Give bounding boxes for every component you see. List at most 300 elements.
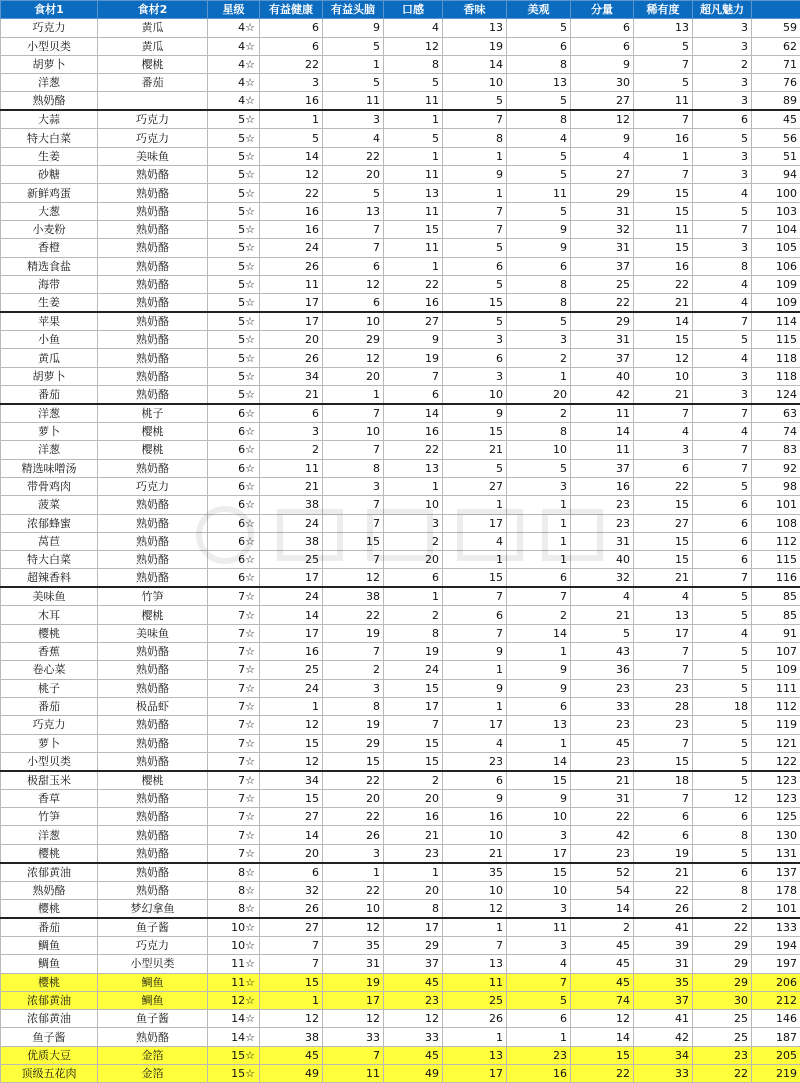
cell-brain[interactable]: 5 (323, 37, 384, 55)
cell-total[interactable]: 115 (752, 331, 800, 349)
cell-brain[interactable]: 7 (323, 441, 384, 459)
cell-charm[interactable]: 22 (693, 1065, 752, 1083)
cell-brain[interactable]: 26 (323, 826, 384, 844)
cell-brain[interactable]: 20 (323, 166, 384, 184)
cell-appearance[interactable]: 3 (507, 331, 571, 349)
cell-brain[interactable]: 6 (323, 257, 384, 275)
cell-ingredient-1[interactable]: 香橙 (1, 239, 98, 257)
cell-ingredient-1[interactable]: 樱桃 (1, 899, 98, 918)
cell-charm[interactable]: 4 (693, 294, 752, 313)
cell-aroma[interactable]: 1 (443, 551, 507, 569)
cell-portion[interactable]: 6 (571, 37, 634, 55)
cell-portion[interactable]: 4 (571, 147, 634, 165)
cell-ingredient-1[interactable]: 顶级五花肉 (1, 1065, 98, 1083)
cell-ingredient-1[interactable]: 胡萝卜 (1, 367, 98, 385)
cell-appearance[interactable]: 10 (507, 441, 571, 459)
cell-rarity[interactable]: 4 (634, 587, 693, 606)
cell-ingredient-2[interactable]: 金箔 (98, 1065, 208, 1083)
cell-ingredient-2[interactable]: 熟奶酪 (98, 532, 208, 550)
cell-charm[interactable]: 5 (693, 679, 752, 697)
cell-health[interactable]: 16 (260, 202, 323, 220)
cell-appearance[interactable]: 6 (507, 37, 571, 55)
cell-total[interactable]: 219 (752, 1065, 800, 1083)
cell-taste[interactable]: 29 (384, 936, 443, 954)
cell-star-level[interactable]: 7☆ (208, 789, 260, 807)
cell-portion[interactable]: 31 (571, 202, 634, 220)
cell-health[interactable]: 25 (260, 551, 323, 569)
cell-charm[interactable]: 3 (693, 166, 752, 184)
cell-rarity[interactable]: 15 (634, 184, 693, 202)
cell-ingredient-1[interactable]: 香蕉 (1, 643, 98, 661)
cell-rarity[interactable]: 21 (634, 386, 693, 405)
cell-total[interactable]: 112 (752, 532, 800, 550)
cell-star-level[interactable]: 5☆ (208, 110, 260, 129)
cell-rarity[interactable]: 7 (634, 789, 693, 807)
cell-portion[interactable]: 32 (571, 569, 634, 588)
cell-health[interactable]: 6 (260, 19, 323, 37)
cell-brain[interactable]: 7 (323, 643, 384, 661)
cell-health[interactable]: 14 (260, 147, 323, 165)
cell-taste[interactable]: 20 (384, 789, 443, 807)
cell-charm[interactable]: 7 (693, 312, 752, 331)
cell-appearance[interactable]: 6 (507, 569, 571, 588)
cell-rarity[interactable]: 34 (634, 1046, 693, 1064)
cell-total[interactable]: 124 (752, 386, 800, 405)
cell-ingredient-1[interactable]: 菠菜 (1, 496, 98, 514)
cell-health[interactable]: 12 (260, 716, 323, 734)
cell-portion[interactable]: 27 (571, 92, 634, 111)
cell-ingredient-2[interactable]: 熟奶酪 (98, 643, 208, 661)
cell-star-level[interactable]: 5☆ (208, 312, 260, 331)
cell-rarity[interactable]: 10 (634, 367, 693, 385)
cell-ingredient-2[interactable]: 熟奶酪 (98, 551, 208, 569)
cell-taste[interactable]: 1 (384, 477, 443, 495)
cell-appearance[interactable]: 1 (507, 496, 571, 514)
cell-charm[interactable]: 5 (693, 734, 752, 752)
cell-ingredient-1[interactable]: 萝卜 (1, 734, 98, 752)
cell-health[interactable]: 26 (260, 899, 323, 918)
cell-portion[interactable]: 33 (571, 697, 634, 715)
cell-star-level[interactable]: 14☆ (208, 1010, 260, 1028)
cell-ingredient-1[interactable]: 美味鱼 (1, 587, 98, 606)
cell-ingredient-2[interactable]: 熟奶酪 (98, 569, 208, 588)
cell-health[interactable]: 16 (260, 220, 323, 238)
cell-charm[interactable]: 25 (693, 1010, 752, 1028)
cell-health[interactable]: 2 (260, 441, 323, 459)
cell-star-level[interactable]: 7☆ (208, 624, 260, 642)
cell-taste[interactable]: 11 (384, 202, 443, 220)
cell-aroma[interactable]: 1 (443, 661, 507, 679)
cell-ingredient-1[interactable]: 樱桃 (1, 844, 98, 863)
header-aroma[interactable]: 香味 (443, 1, 507, 19)
cell-ingredient-1[interactable]: 木耳 (1, 606, 98, 624)
cell-health[interactable]: 38 (260, 496, 323, 514)
cell-charm[interactable]: 23 (693, 1046, 752, 1064)
cell-aroma[interactable]: 1 (443, 496, 507, 514)
cell-ingredient-1[interactable]: 特大白菜 (1, 551, 98, 569)
cell-aroma[interactable]: 3 (443, 331, 507, 349)
cell-ingredient-1[interactable]: 小型贝类 (1, 752, 98, 771)
cell-health[interactable]: 6 (260, 37, 323, 55)
cell-aroma[interactable]: 25 (443, 991, 507, 1009)
cell-total[interactable]: 45 (752, 110, 800, 129)
cell-ingredient-1[interactable]: 优质大豆 (1, 1046, 98, 1064)
cell-portion[interactable]: 25 (571, 275, 634, 293)
cell-star-level[interactable]: 6☆ (208, 569, 260, 588)
cell-health[interactable]: 3 (260, 423, 323, 441)
cell-brain[interactable]: 22 (323, 771, 384, 790)
cell-ingredient-2[interactable]: 美味鱼 (98, 624, 208, 642)
cell-brain[interactable]: 29 (323, 331, 384, 349)
header-health[interactable]: 有益健康 (260, 1, 323, 19)
cell-taste[interactable]: 5 (384, 129, 443, 147)
cell-star-level[interactable]: 5☆ (208, 147, 260, 165)
cell-taste[interactable]: 2 (384, 771, 443, 790)
cell-star-level[interactable]: 6☆ (208, 496, 260, 514)
cell-health[interactable]: 24 (260, 587, 323, 606)
cell-taste[interactable]: 1 (384, 147, 443, 165)
cell-taste[interactable]: 37 (384, 955, 443, 973)
cell-charm[interactable]: 5 (693, 716, 752, 734)
cell-star-level[interactable]: 5☆ (208, 239, 260, 257)
cell-brain[interactable]: 22 (323, 606, 384, 624)
cell-star-level[interactable]: 7☆ (208, 716, 260, 734)
cell-taste[interactable]: 2 (384, 606, 443, 624)
cell-appearance[interactable]: 5 (507, 312, 571, 331)
cell-ingredient-1[interactable]: 大蒜 (1, 110, 98, 129)
cell-ingredient-1[interactable]: 海带 (1, 275, 98, 293)
cell-rarity[interactable]: 19 (634, 844, 693, 863)
cell-taste[interactable]: 2 (384, 532, 443, 550)
cell-brain[interactable]: 15 (323, 532, 384, 550)
cell-rarity[interactable]: 15 (634, 202, 693, 220)
cell-portion[interactable]: 9 (571, 55, 634, 73)
cell-ingredient-1[interactable]: 洋葱 (1, 404, 98, 423)
cell-total[interactable]: 116 (752, 569, 800, 588)
cell-appearance[interactable]: 13 (507, 716, 571, 734)
cell-charm[interactable]: 5 (693, 331, 752, 349)
cell-brain[interactable]: 7 (323, 404, 384, 423)
cell-portion[interactable]: 23 (571, 844, 634, 863)
cell-taste[interactable]: 3 (384, 514, 443, 532)
cell-taste[interactable]: 1 (384, 587, 443, 606)
cell-appearance[interactable]: 8 (507, 294, 571, 313)
cell-taste[interactable]: 1 (384, 863, 443, 882)
cell-appearance[interactable]: 14 (507, 624, 571, 642)
cell-ingredient-2[interactable]: 熟奶酪 (98, 294, 208, 313)
cell-appearance[interactable]: 1 (507, 734, 571, 752)
cell-charm[interactable]: 6 (693, 863, 752, 882)
cell-ingredient-2[interactable]: 熟奶酪 (98, 826, 208, 844)
cell-charm[interactable]: 22 (693, 918, 752, 937)
cell-taste[interactable]: 11 (384, 239, 443, 257)
cell-taste[interactable]: 49 (384, 1065, 443, 1083)
cell-ingredient-1[interactable]: 桃子 (1, 679, 98, 697)
cell-portion[interactable]: 74 (571, 991, 634, 1009)
cell-rarity[interactable]: 21 (634, 294, 693, 313)
cell-charm[interactable]: 5 (693, 752, 752, 771)
cell-total[interactable]: 85 (752, 606, 800, 624)
cell-health[interactable]: 17 (260, 312, 323, 331)
cell-ingredient-1[interactable]: 浓郁黄油 (1, 991, 98, 1009)
cell-ingredient-2[interactable]: 鲷鱼 (98, 991, 208, 1009)
cell-star-level[interactable]: 6☆ (208, 423, 260, 441)
cell-brain[interactable]: 3 (323, 844, 384, 863)
cell-charm[interactable]: 4 (693, 624, 752, 642)
cell-star-level[interactable]: 7☆ (208, 808, 260, 826)
cell-portion[interactable]: 31 (571, 239, 634, 257)
cell-health[interactable]: 1 (260, 991, 323, 1009)
cell-brain[interactable]: 1 (323, 863, 384, 882)
cell-brain[interactable]: 19 (323, 624, 384, 642)
cell-taste[interactable]: 17 (384, 697, 443, 715)
cell-taste[interactable]: 11 (384, 166, 443, 184)
cell-rarity[interactable]: 15 (634, 496, 693, 514)
cell-appearance[interactable]: 13 (507, 74, 571, 92)
cell-appearance[interactable]: 11 (507, 918, 571, 937)
cell-health[interactable]: 15 (260, 789, 323, 807)
cell-health[interactable]: 1 (260, 110, 323, 129)
cell-total[interactable]: 74 (752, 423, 800, 441)
cell-aroma[interactable]: 16 (443, 808, 507, 826)
cell-star-level[interactable]: 4☆ (208, 37, 260, 55)
cell-health[interactable]: 34 (260, 771, 323, 790)
cell-ingredient-1[interactable]: 洋葱 (1, 74, 98, 92)
cell-taste[interactable]: 1 (384, 257, 443, 275)
cell-portion[interactable]: 11 (571, 441, 634, 459)
cell-ingredient-1[interactable]: 樱桃 (1, 973, 98, 991)
cell-ingredient-2[interactable]: 美味鱼 (98, 147, 208, 165)
cell-rarity[interactable]: 7 (634, 643, 693, 661)
cell-taste[interactable]: 23 (384, 844, 443, 863)
cell-ingredient-2[interactable]: 熟奶酪 (98, 514, 208, 532)
cell-total[interactable]: 100 (752, 184, 800, 202)
cell-ingredient-2[interactable]: 金箔 (98, 1046, 208, 1064)
cell-ingredient-1[interactable]: 带骨鸡肉 (1, 477, 98, 495)
cell-ingredient-2[interactable]: 熟奶酪 (98, 496, 208, 514)
cell-ingredient-1[interactable]: 番茄 (1, 386, 98, 405)
cell-portion[interactable]: 14 (571, 1028, 634, 1046)
cell-ingredient-1[interactable]: 香草 (1, 789, 98, 807)
cell-total[interactable]: 111 (752, 679, 800, 697)
cell-aroma[interactable]: 4 (443, 734, 507, 752)
cell-ingredient-1[interactable]: 超辣香料 (1, 569, 98, 588)
cell-total[interactable]: 56 (752, 129, 800, 147)
cell-charm[interactable]: 12 (693, 789, 752, 807)
cell-taste[interactable]: 15 (384, 679, 443, 697)
cell-portion[interactable]: 22 (571, 808, 634, 826)
cell-appearance[interactable]: 6 (507, 1010, 571, 1028)
cell-aroma[interactable]: 5 (443, 459, 507, 477)
cell-star-level[interactable]: 15☆ (208, 1065, 260, 1083)
cell-ingredient-1[interactable]: 苹果 (1, 312, 98, 331)
cell-brain[interactable]: 15 (323, 752, 384, 771)
cell-taste[interactable]: 7 (384, 367, 443, 385)
cell-ingredient-2[interactable]: 熟奶酪 (98, 716, 208, 734)
cell-ingredient-2[interactable]: 熟奶酪 (98, 752, 208, 771)
cell-portion[interactable]: 45 (571, 973, 634, 991)
cell-ingredient-1[interactable]: 浓郁蜂蜜 (1, 514, 98, 532)
cell-portion[interactable]: 45 (571, 936, 634, 954)
cell-star-level[interactable]: 5☆ (208, 331, 260, 349)
cell-star-level[interactable]: 6☆ (208, 514, 260, 532)
cell-star-level[interactable]: 5☆ (208, 129, 260, 147)
cell-health[interactable]: 12 (260, 752, 323, 771)
header-brain[interactable]: 有益头脑 (323, 1, 384, 19)
cell-brain[interactable]: 7 (323, 514, 384, 532)
cell-charm[interactable]: 4 (693, 423, 752, 441)
cell-rarity[interactable]: 5 (634, 37, 693, 55)
cell-health[interactable]: 26 (260, 257, 323, 275)
cell-portion[interactable]: 42 (571, 826, 634, 844)
cell-portion[interactable]: 54 (571, 881, 634, 899)
cell-portion[interactable]: 31 (571, 331, 634, 349)
cell-total[interactable]: 51 (752, 147, 800, 165)
cell-appearance[interactable]: 11 (507, 184, 571, 202)
cell-appearance[interactable]: 5 (507, 147, 571, 165)
cell-ingredient-2[interactable]: 熟奶酪 (98, 220, 208, 238)
cell-ingredient-2[interactable]: 熟奶酪 (98, 808, 208, 826)
cell-ingredient-1[interactable]: 熟奶酪 (1, 92, 98, 111)
cell-charm[interactable]: 6 (693, 496, 752, 514)
cell-charm[interactable]: 5 (693, 844, 752, 863)
cell-total[interactable]: 59 (752, 19, 800, 37)
cell-aroma[interactable]: 21 (443, 844, 507, 863)
cell-ingredient-1[interactable]: 竹笋 (1, 808, 98, 826)
cell-brain[interactable]: 10 (323, 312, 384, 331)
cell-health[interactable]: 6 (260, 863, 323, 882)
cell-brain[interactable]: 38 (323, 587, 384, 606)
cell-portion[interactable]: 22 (571, 294, 634, 313)
cell-appearance[interactable]: 15 (507, 771, 571, 790)
cell-star-level[interactable]: 5☆ (208, 367, 260, 385)
cell-health[interactable]: 14 (260, 606, 323, 624)
cell-rarity[interactable]: 3 (634, 441, 693, 459)
cell-health[interactable]: 14 (260, 826, 323, 844)
cell-total[interactable]: 104 (752, 220, 800, 238)
cell-brain[interactable]: 22 (323, 881, 384, 899)
cell-appearance[interactable]: 10 (507, 881, 571, 899)
cell-portion[interactable]: 37 (571, 459, 634, 477)
cell-rarity[interactable]: 12 (634, 349, 693, 367)
cell-total[interactable]: 114 (752, 312, 800, 331)
cell-ingredient-2[interactable]: 熟奶酪 (98, 881, 208, 899)
cell-brain[interactable]: 22 (323, 147, 384, 165)
cell-appearance[interactable]: 9 (507, 239, 571, 257)
cell-taste[interactable]: 16 (384, 808, 443, 826)
cell-ingredient-2[interactable]: 熟奶酪 (98, 312, 208, 331)
cell-health[interactable]: 7 (260, 955, 323, 973)
cell-taste[interactable]: 4 (384, 19, 443, 37)
cell-rarity[interactable]: 7 (634, 404, 693, 423)
cell-health[interactable]: 32 (260, 881, 323, 899)
cell-rarity[interactable]: 41 (634, 1010, 693, 1028)
cell-rarity[interactable]: 31 (634, 955, 693, 973)
cell-brain[interactable]: 19 (323, 716, 384, 734)
cell-ingredient-2[interactable]: 熟奶酪 (98, 679, 208, 697)
cell-taste[interactable]: 20 (384, 881, 443, 899)
cell-brain[interactable]: 11 (323, 1065, 384, 1083)
cell-star-level[interactable]: 6☆ (208, 477, 260, 495)
cell-taste[interactable]: 19 (384, 643, 443, 661)
cell-taste[interactable]: 8 (384, 55, 443, 73)
cell-total[interactable]: 121 (752, 734, 800, 752)
cell-star-level[interactable]: 5☆ (208, 257, 260, 275)
cell-ingredient-2[interactable]: 樱桃 (98, 55, 208, 73)
cell-charm[interactable]: 5 (693, 661, 752, 679)
cell-brain[interactable]: 2 (323, 661, 384, 679)
cell-star-level[interactable]: 11☆ (208, 955, 260, 973)
cell-taste[interactable]: 15 (384, 752, 443, 771)
cell-portion[interactable]: 40 (571, 367, 634, 385)
cell-appearance[interactable]: 10 (507, 808, 571, 826)
cell-aroma[interactable]: 8 (443, 129, 507, 147)
cell-taste[interactable]: 17 (384, 918, 443, 937)
cell-taste[interactable]: 19 (384, 349, 443, 367)
cell-taste[interactable]: 27 (384, 312, 443, 331)
cell-health[interactable]: 11 (260, 459, 323, 477)
cell-charm[interactable]: 3 (693, 386, 752, 405)
cell-ingredient-1[interactable]: 樱桃 (1, 624, 98, 642)
cell-star-level[interactable]: 7☆ (208, 587, 260, 606)
cell-rarity[interactable]: 15 (634, 239, 693, 257)
cell-star-level[interactable]: 4☆ (208, 92, 260, 111)
cell-appearance[interactable]: 16 (507, 1065, 571, 1083)
cell-star-level[interactable]: 4☆ (208, 74, 260, 92)
cell-ingredient-1[interactable]: 鱼子酱 (1, 1028, 98, 1046)
cell-portion[interactable]: 40 (571, 551, 634, 569)
cell-health[interactable]: 15 (260, 973, 323, 991)
cell-brain[interactable]: 12 (323, 1010, 384, 1028)
cell-rarity[interactable]: 7 (634, 55, 693, 73)
cell-rarity[interactable]: 22 (634, 477, 693, 495)
cell-ingredient-2[interactable]: 梦幻拿鱼 (98, 899, 208, 918)
cell-appearance[interactable]: 23 (507, 1046, 571, 1064)
cell-total[interactable]: 187 (752, 1028, 800, 1046)
cell-rarity[interactable]: 28 (634, 697, 693, 715)
cell-charm[interactable]: 18 (693, 697, 752, 715)
cell-total[interactable]: 146 (752, 1010, 800, 1028)
cell-ingredient-2[interactable]: 熟奶酪 (98, 661, 208, 679)
cell-total[interactable]: 91 (752, 624, 800, 642)
cell-brain[interactable]: 19 (323, 973, 384, 991)
cell-aroma[interactable]: 12 (443, 899, 507, 918)
cell-rarity[interactable]: 7 (634, 166, 693, 184)
cell-total[interactable]: 103 (752, 202, 800, 220)
cell-ingredient-1[interactable]: 小麦粉 (1, 220, 98, 238)
cell-portion[interactable]: 4 (571, 587, 634, 606)
cell-health[interactable]: 38 (260, 532, 323, 550)
cell-charm[interactable]: 2 (693, 899, 752, 918)
cell-charm[interactable]: 29 (693, 936, 752, 954)
cell-health[interactable]: 27 (260, 918, 323, 937)
cell-appearance[interactable]: 1 (507, 514, 571, 532)
cell-rarity[interactable]: 7 (634, 661, 693, 679)
cell-appearance[interactable]: 9 (507, 661, 571, 679)
cell-aroma[interactable]: 1 (443, 147, 507, 165)
cell-total[interactable]: 123 (752, 789, 800, 807)
cell-star-level[interactable]: 7☆ (208, 661, 260, 679)
cell-ingredient-1[interactable]: 精选味噌汤 (1, 459, 98, 477)
cell-appearance[interactable]: 3 (507, 936, 571, 954)
cell-health[interactable]: 38 (260, 1028, 323, 1046)
cell-rarity[interactable]: 16 (634, 257, 693, 275)
header-taste[interactable]: 口感 (384, 1, 443, 19)
cell-charm[interactable]: 8 (693, 257, 752, 275)
cell-health[interactable]: 45 (260, 1046, 323, 1064)
cell-appearance[interactable]: 9 (507, 789, 571, 807)
cell-portion[interactable]: 27 (571, 166, 634, 184)
